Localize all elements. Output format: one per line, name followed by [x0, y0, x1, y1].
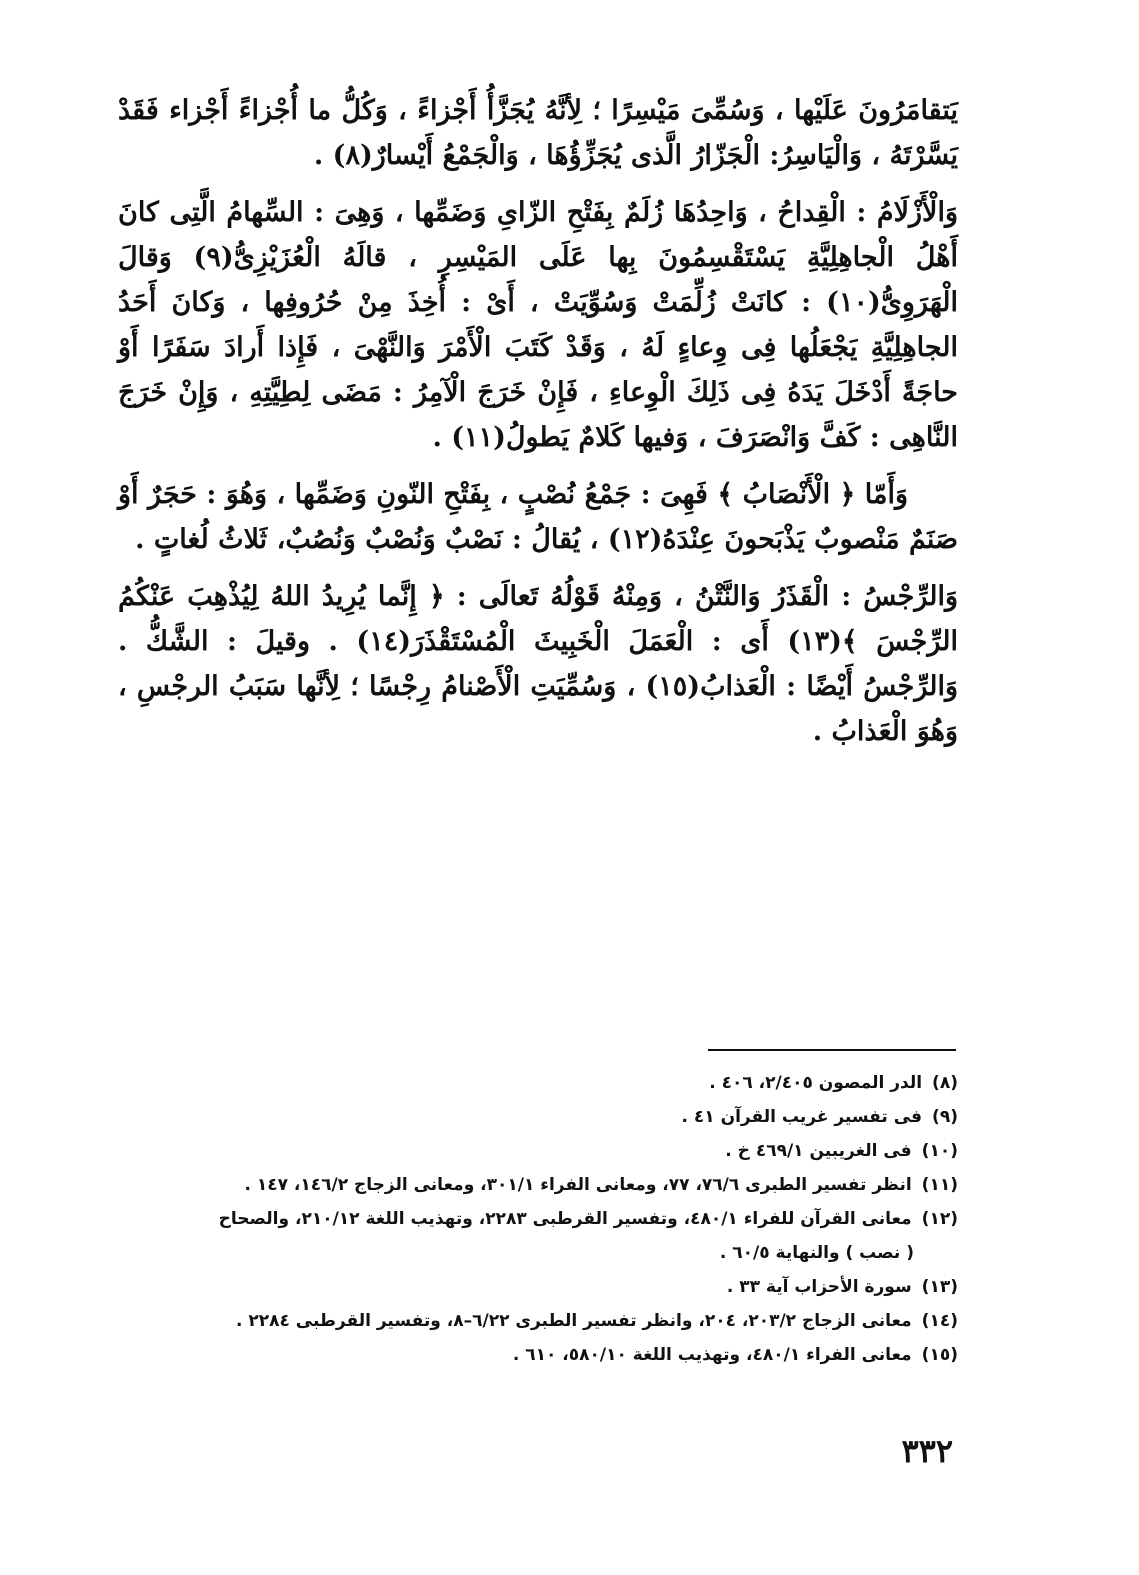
footnote-number: (١٢) [921, 1209, 958, 1229]
footnote-separator [708, 1049, 956, 1051]
paragraph-maysir: يَتقامَرُونَ عَلَيْها ، وَسُمِّىَ مَيْسِرًا ؛ لِأنَّهُ يُجَزَّأُ أَجْزاءً ، وَكُلُّ ما أُجْزاءً أَجْزاء فَقَدْ يَسَّرْتَهُ ، وَالْيَاسِرُ: الْجَزّارُ الَّذى يُجَزِّؤُهَا ، وَالْجَمْعُ أَيْسارٌ(٨) . [118, 95, 958, 171]
footnote-10 [150, 1134, 958, 1168]
footnote-number: (١٠) [921, 1141, 958, 1161]
footnote-continuation: ( نصب ) والنهاية ٦٠/٥ . [719, 1243, 914, 1263]
footnote-13 [150, 1270, 958, 1304]
footnote-number: (١٤) [921, 1311, 958, 1331]
paragraph-ansab: وَأَمّا ﴿ الْأَنْصَابُ ﴾ فَهِىَ : جَمْعُ نُصْبٍ ، بِفَتْحِ النّونِ وَضَمِّها ، وَهُوَ : حَجَرٌ أَوْ صَنَمٌ مَنْصوبٌ يَذْبَحونَ عِنْدَهُ(١٢) ، يُقالُ : نَصْبٌ وَنُصْبٌ وَنُصُبٌ، ثَلاثُ لُغاتٍ . [118, 479, 958, 555]
footnote-14 [150, 1304, 958, 1338]
footnote-text: فى الغريبين ٤٦٩/١ خ . [725, 1141, 912, 1161]
footnote-9 [150, 1100, 958, 1134]
footnotes [150, 1066, 958, 1372]
main-text [118, 88, 958, 754]
footnote-text: سورة الأحزاب آية ٣٣ . [726, 1277, 912, 1297]
footnote-number: (١١) [921, 1175, 958, 1195]
footnote-text: معانى الزجاج ٢٠٣/٢، ٢٠٤، وانظر تفسير الطبرى ٦/٢٢–٨، وتفسير القرطبى ٢٢٨٤ . [235, 1311, 912, 1331]
footnote-text: انظر تفسير الطبرى ٧٦/٦، ٧٧، ومعانى الفراء ٣٠١/١، ومعانى الزجاج ١٤٦/٢، ١٤٧ . [244, 1175, 912, 1195]
paragraph-azlam: وَالْأَزْلَامُ : الْقِداحُ ، وَاحِدُهَا زُلَمٌ بِفَتْحِ الزّاىِ وَضَمِّها ، وَهِىَ : السِّهامُ الَّتِى كانَ أَهْلُ الْجاهِلِيَّةِ يَسْتَقْسِمُونَ بِها عَلَى المَيْسِرِ ، قالَهُ الْعُزَيْزِىُّ(٩) وَقالَ الْهَرَوِىُّ(١٠) : كانَتْ زُلِّمَتْ وَسُوِّيَتْ ، أَىْ : أُخِذَ مِنْ حُرُوفِها ، وَكانَ أَحَدُ الجاهِلِيَّةِ يَجْعَلُها فِى وِعاءٍ لَهُ ، وَقَدْ كَتَبَ الْأَمْرَ وَالنَّهْىَ ، فَإِذا أَرادَ سَفَرًا أَوْ حاجَةً أَدْخَلَ يَدَهُ فِى ذَلِكَ الْوِعاءِ ، فَإِنْ خَرَجَ الْآمِرُ : مَضَى لِطِيَّتِهِ ، وَإِنْ خَرَجَ النَّاهِى : كَفَّ وَانْصَرَفَ ، وَفيها كَلامٌ يَطولُ(١١) . [118, 197, 958, 453]
footnote-number: (٩) [932, 1107, 958, 1127]
footnote-text: معانى الفراء ٤٨٠/١، وتهذيب اللغة ٥٨٠/١٠، ٦١٠ . [512, 1345, 912, 1365]
page-number: ٣٣٢ [901, 1432, 953, 1470]
footnote-12 [150, 1202, 958, 1270]
footnote-text: معانى القرآن للفراء ٤٨٠/١، وتفسير القرطبى ٢٢٨٣، وتهذيب اللغة ٢١٠/١٢، والصحاح [218, 1209, 912, 1229]
footnote-text: فى تفسير غريب القرآن ٤١ . [681, 1107, 923, 1127]
footnote-number: (٨) [932, 1073, 958, 1093]
footnote-15 [150, 1338, 958, 1372]
footnote-11 [150, 1168, 958, 1202]
paragraph-rijs: وَالرِّجْسُ : الْقَذَرُ وَالنَّتْنُ ، وَمِنْهُ قَوْلُهُ تَعالَى : ﴿ إِنَّما يُرِيدُ اللهُ لِيُذْهِبَ عَنْكُمُ الرِّجْسَ ﴾(١٣) أَى : الْعَمَلَ الْخَبِيثَ الْمُسْتَقْذَرَ(١٤) . وقيلَ : الشَّكُّ . وَالرِّجْسُ أَيْضًا : الْعَذابُ(١٥) ، وَسُمِّيَتِ الْأَصْنامُ رِجْسًا ؛ لِأنَّها سَبَبُ الرجْسِ ، وَهُوَ الْعَذابُ . [118, 581, 958, 747]
footnote-number: (١٣) [921, 1277, 958, 1297]
footnote-text: الدر المصون ٢/٤٠٥، ٤٠٦ . [709, 1073, 923, 1093]
footnote-8 [150, 1066, 958, 1100]
footnote-number: (١٥) [921, 1345, 958, 1365]
